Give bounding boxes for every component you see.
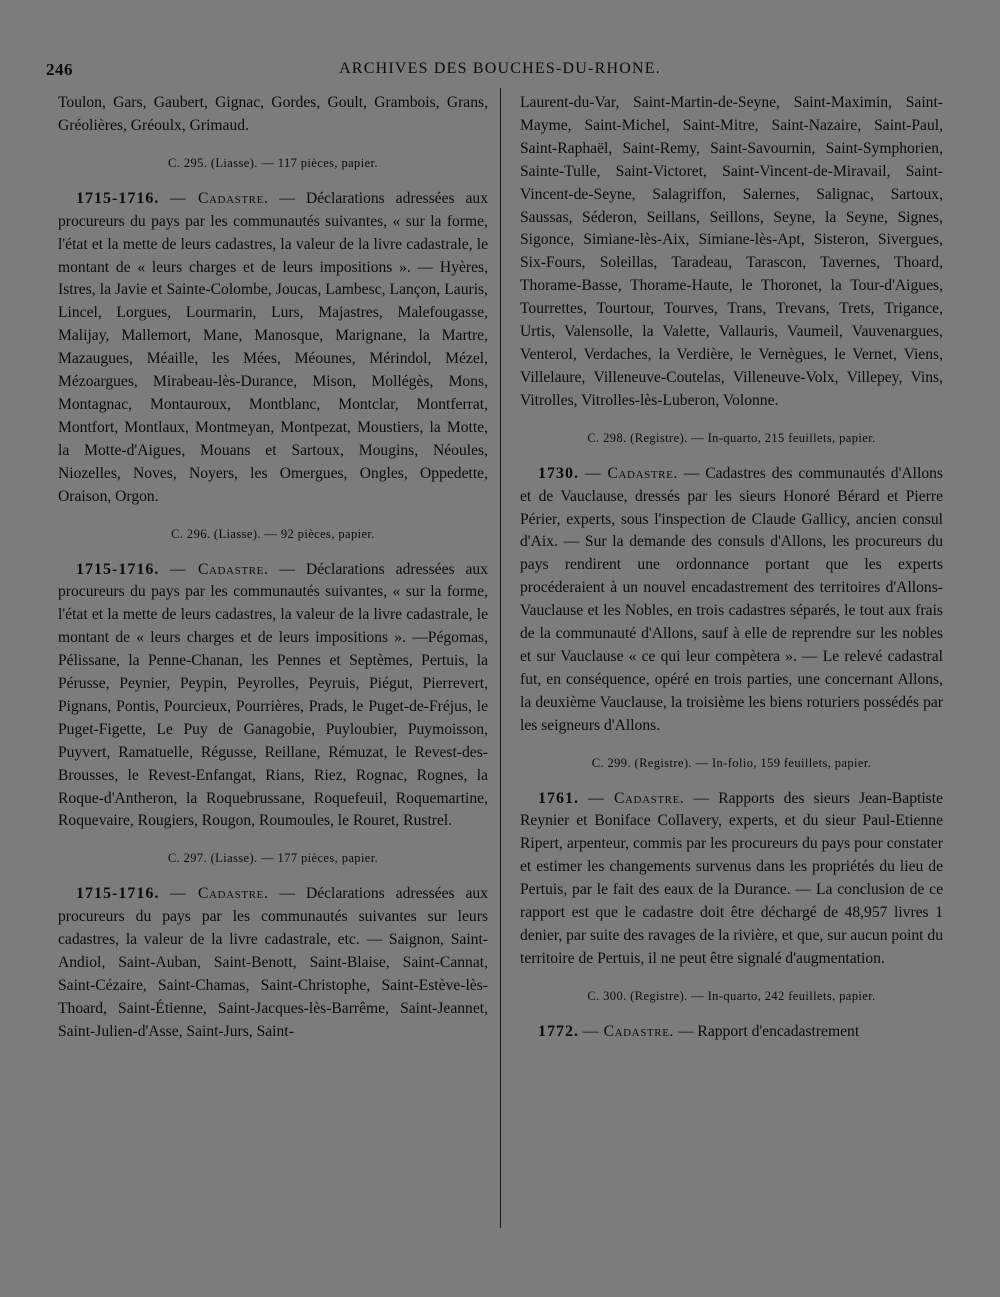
cote-heading: C. 298. (Registre). — In-quarto, 215 feuillets, papier. (587, 430, 876, 445)
entry-paragraph (520, 463, 943, 738)
page-number: 246 (46, 60, 73, 79)
entry-paragraph (58, 559, 488, 834)
left-column (58, 92, 488, 1044)
entry-paragraph (58, 188, 488, 509)
entry-date: 1715-1716. (76, 885, 160, 903)
cote-heading: C. 296. (Liasse). — 92 pièces, papier. (171, 526, 375, 541)
entry-date: 1761. (538, 789, 579, 807)
entry-text: — Cadastres des communautés d'Allons et de Vauclause, dressés par les sieurs Honoré Bérard et Pierre Périer, experts, sous l'inspection de Claude Gallicy, ancien consul d'Aix. — Sur la demande des consuls d'Allons, les procureurs du pays rendirent une ordonnance portant que les experts procéderaient à un nouvel encadastrement des territoires d'Allons-Vauclause et les Nobles, en trois cadastres séparés, le tout aux frais de la communauté d'Allons, sauf à elle de reprendre sur les nobles et sur Vauclause « ce qui leur compètera ». — Le relevé cadastral fut, en conséquence, opéré en trois parties, une concernant Allons, la deuxième Vauclause, la troisième les biens roturiers possédés par les seigneurs d'Allons. (520, 464, 944, 734)
entry-keyword: — Cadastre. (584, 464, 678, 482)
cote-heading: C. 295. (Liasse). — 117 pièces, papier. (168, 155, 378, 170)
entry-date: 1715-1716. (76, 189, 160, 207)
entry-keyword: — Cadastre. (170, 885, 269, 903)
entry-date: 1730. (538, 464, 579, 482)
entry-date: 1772. (538, 1022, 579, 1040)
entry-paragraph (520, 1021, 943, 1044)
continued-paragraph: Toulon, Gars, Gaubert, Gignac, Gordes, Goult, Grambois, Grans, Gréolières, Gréoulx, Grimaud. (58, 94, 488, 134)
entry-paragraph (520, 788, 943, 971)
entry-keyword: — Cadastre. (588, 789, 685, 807)
cote-heading: C. 299. (Registre). — In-folio, 159 feuillets, papier. (591, 755, 872, 770)
entry-text: — Rapports des sieurs Jean-Baptiste Reynier et Boniface Collavery, experts, et du sieur Paul-Etienne Ripert, arpenteur, commis par les procureurs du pays pour constater et estimer les changements survenus dans les propriétés du lieu de Pertuis, par le fait des eaux de la Durance. — La conclusion de ce rapport est que le cadastre doit être déchargé de 48,957 livres 1 denier, par suite des ravages de la rivière, et que, sur aucun point du territoire de Pertuis, il ne peut être signalé d'augmentation. (520, 789, 944, 967)
running-title: ARCHIVES DES BOUCHES-DU-RHONE. (339, 60, 661, 77)
continued-paragraph: Laurent-du-Var, Saint-Martin-de-Seyne, Saint-Maximin, Saint-Mayme, Saint-Michel, Saint-Mitre, Saint-Nazaire, Saint-Paul, Saint-Raphaël, Saint-Remy, Saint-Savournin, Saint-Symphorien, Sainte-Tulle, Saint-Victoret, Saint-Vincent-de-Miravail, Saint-Vincent-de-Seyne, Salagriffon, Salernes, Salignac, Sartoux, Saussas, Séderon, Seillans, Seillons, Seyne, la Seyne, Signes, Sigonce, Simiane-lès-Aix, Simiane-lès-Apt, Sisteron, Sivergues, Six-Fours, Soleillas, Taradeau, Tarascon, Tavernes, Thoard, Thorame-Basse, Thorame-Haute, le Thoronet, la Tour-d'Aigues, Tourrettes, Tourtour, Tourves, Trans, Trevans, Trets, Trigance, Urtis, Valensolle, la Valette, Vallauris, Vaumeil, Vauvenargues, Venterol, Verdaches, la Verdière, le Vernègues, le Vernet, Viens, Villelaure, Villeneuve-Coutelas, Villeneuve-Volx, Villepey, Vins, Vitrolles, Vitrolles-lès-Luberon, Volonne. (520, 94, 943, 409)
entry-keyword: — Cadastre. (582, 1022, 675, 1040)
entry-date: 1715-1716. (76, 560, 160, 578)
entry-text: — Déclarations adressées aux procureurs du pays par les communautés suivantes, « sur la forme, l'état et la mette de leurs cadastres, la valeur de la livre cadastrale, le montant de « leurs charges et de leurs impositions ». —Pégomas, Pélissane, la Penne-Chanan, les Pennes et Septèmes, Pertuis, la Pérusse, Peynier, Peypin, Peyrolles, Peyruis, Piégut, Pierrevert, Pignans, Pontis, Pourcieux, Pourrières, Prads, le Puget-de-Fréjus, le Puget-Figette, Le Puy de Ganagobie, Puyloubier, Puymoisson, Puyvert, Ramatuelle, Régusse, Reillane, Rémuzat, le Revest-des-Brousses, le Revest-Enfangat, Rians, Riez, Rognac, Rognes, la Roque-d'Antheron, la Roquebrussane, Roquefeuil, Roquemartine, Roquevaire, Rougiers, Rougon, Roumoules, le Rouret, Rustrel. (58, 560, 489, 830)
column-divider (500, 88, 501, 1228)
entry-text: — Déclarations adressées aux procureurs du pays par les communautés suivantes sur leurs cadastres, la valeur de la livre cadastrale, etc. — Saignon, Saint-Andiol, Saint-Auban, Saint-Benott, Saint-Blaise, Saint-Cannat, Saint-Cézaire, Saint-Chamas, Saint-Christophe, Saint-Estève-lès-Thoard, Saint-Étienne, Saint-Jacques-lès-Barrême, Saint-Jeannet, Saint-Julien-d'Asse, Saint-Jurs, Saint- (58, 885, 489, 1040)
entry-text: — Rapport d'encadastrement (677, 1022, 860, 1040)
right-column (520, 92, 943, 1044)
entry-keyword: — Cadastre. (170, 560, 269, 578)
entry-paragraph (58, 883, 488, 1043)
cote-heading: C. 300. (Registre). — In-quarto, 242 feuillets, papier. (587, 988, 876, 1003)
entry-keyword: — Cadastre. (170, 189, 269, 207)
cote-heading: C. 297. (Liasse). — 177 pièces, papier. (167, 851, 379, 866)
entry-text: — Déclarations adressées aux procureurs du pays par les communautés suivantes, « sur la forme, l'état et la mette de leurs cadastres, la valeur de la livre cadastrale, le montant de « leurs charges et de leurs impositions ». — Hyères, Istres, la Javie et Sainte-Colombe, Joucas, Lambesc, Lançon, Lauris, Lincel, Lorgues, Lourmarin, Lurs, Majastres, Malefougasse, Malijay, Mallemort, Mane, Manosque, Marignane, la Martre, Mazaugues, Méaille, les Mées, Méounes, Mérindol, Mézel, Mézoargues, Mirabeau-lès-Durance, Mison, Mollégès, Mons, Montagnac, Montauroux, Montblanc, Montclar, Montferrat, Montfort, Montlaux, Montmeyan, Montpezat, Moustiers, la Motte, la Motte-d'Aigues, Mouans et Sartoux, Mougins, Néoules, Niozelles, Noves, Noyers, les Omergues, Ongles, Oppedette, Oraison, Orgon. (58, 189, 489, 505)
